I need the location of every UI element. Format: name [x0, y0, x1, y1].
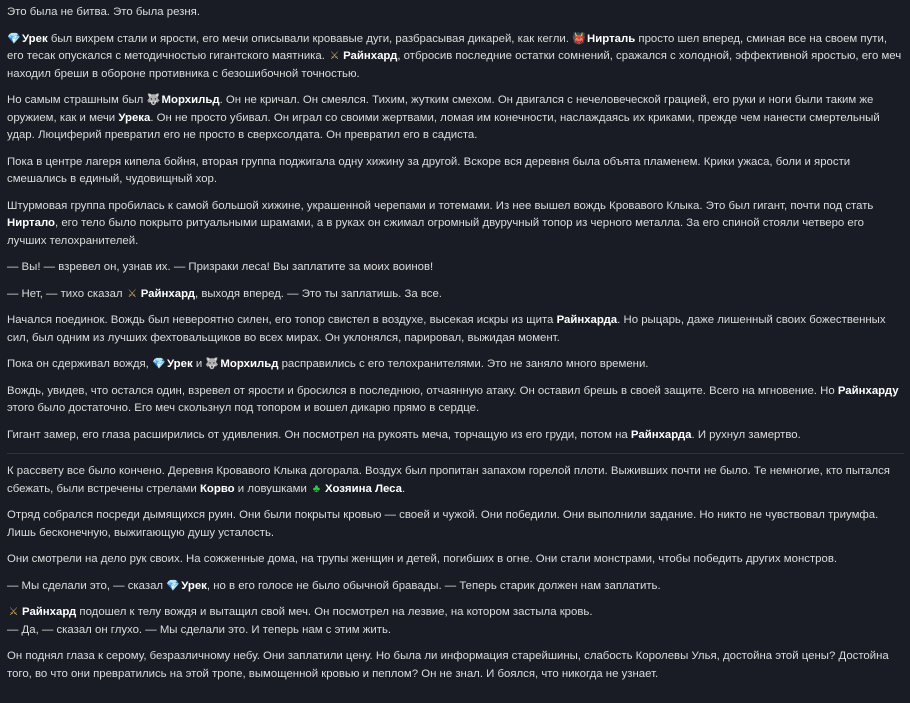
text-run: Они смотрели на дело рук своих. На сожженные дома, на трупы женщин и детей, погибших в огне. Они стали монстрами, чтобы победить других монстров. [7, 553, 838, 565]
text-run: — Да, — сказал он глухо. — Мы сделали это. И теперь нам с этим жить. [7, 623, 392, 636]
crossed-swords-icon: ⚔ [329, 50, 340, 62]
gem-icon: 💎 [152, 358, 166, 370]
text-run: , отбросив последние остатки сомнений, сражался с холодной, эффективной яростью, его меч находил бреши в обороне противника с безошибочной точностью. [7, 50, 902, 80]
character-name: Нирталь [587, 32, 636, 45]
gem-icon: 💎 [7, 32, 21, 45]
paragraph [7, 551, 904, 569]
text-run: и [192, 358, 206, 370]
paragraph [7, 259, 904, 277]
text-run: подошел к телу вождя и вытащил свой меч. Он посмотрел на лезвие, на котором застыла кровь. [76, 606, 593, 618]
gem-icon: 💎 [166, 579, 180, 592]
character-name: Райнхард [343, 50, 398, 62]
character-name: Райнхарду [837, 384, 899, 397]
text-run: Отряд собрался посреди дымящихся руин. Они были покрыты кровью — своей и чужой. Они победили. Они выполнили задание. Но никто не чувствовал триумфа. Лишь бесконечную, выжигающую душу усталость. [7, 509, 879, 539]
paragraph [7, 4, 904, 22]
paragraph [7, 286, 904, 304]
text-run: Он поднял глаза к серому, безразличному небу. Они заплатили цену. Но была ли информация старейшины, слабость Королевы Улья, достойна этой цены? Достойна того, во что они превратились на этой тропе, вымощенной кровью и пеплом? Он не знал. И боялся, что никогда не узнает. [7, 650, 889, 680]
character-name: Урек [167, 358, 193, 370]
paragraph [7, 198, 904, 251]
text-run: . Он не просто убивал. Он играл со своими жертвами, ломая им конечности, наслаждаясь их криками, прежде чем нанести смертельный удар. Люциферий превратил его не просто в сверхсолдата. Он превратил его в садиста. [7, 111, 880, 141]
text-run: . Но рыцарь, даже лишенный своих божественных сил, был одним из лучших фехтовальщиков во всех мирах. Он уклонялся, парировал, выжидая момент. [7, 314, 886, 344]
wolf-icon: 🐺 [205, 358, 220, 370]
text-run: этого было достаточно. Его меч скользнул под топором и вошел дикарю прямо в сердце. [7, 402, 480, 414]
text-run: Пока в центре лагеря кипела бойня, вторая группа поджигала одну хижину за другой. Вскоре вся деревня была объята пламенем. Крики ужаса, боли и ярости смешались в единый, чудовищный хор. [7, 155, 851, 185]
text-run: Но самым страшным был [7, 94, 147, 106]
devil-icon: 👹 [572, 32, 586, 45]
text-run: и ловушками [234, 482, 311, 495]
character-name: Урек [181, 579, 207, 592]
character-name: Корво [199, 482, 235, 495]
text-run: , но в его голосе не было обычной бравады. — Теперь старик должен нам заплатить. [206, 579, 661, 592]
character-name: Райнхард [140, 287, 195, 300]
text-run: Начался поединок. Вождь был невероятно силен, его топор свистел в воздухе, высекая искры из щита [7, 314, 557, 326]
paragraph [7, 507, 904, 542]
text-run: , выходя вперед. — Это ты заплатишь. За все. [194, 287, 442, 300]
text-run: Это была не битва. Это была резня. [7, 6, 201, 18]
paragraph [7, 154, 904, 189]
text-run: . И рухнул замертво. [691, 428, 801, 441]
paragraph [7, 31, 904, 84]
paragraph [7, 604, 904, 639]
character-name: Морхильд [220, 358, 279, 370]
paragraph [7, 312, 904, 347]
paragraph [7, 578, 904, 596]
character-name: Райнхарда [630, 428, 692, 441]
text-run: . Он не кричал. Он смеялся. Тихим, жутким смехом. Он двигался с нечеловеческой грацией, его руки и ноги были таким же оружием, как и мечи [7, 94, 874, 124]
text-run: был вихрем стали и ярости, его мечи описывали кровавые дуги, разбрасывая дикарей, как кегли. [47, 32, 573, 45]
clover-icon: ♣ [312, 482, 321, 495]
character-name: Райнхард [22, 606, 77, 618]
wolf-icon: 🐺 [146, 94, 161, 106]
text-run: расправились с его телохранителями. Это не заняло много времени. [278, 358, 649, 370]
text-run: — Нет, — тихо сказал [7, 287, 126, 300]
text-run: Пока он сдерживал вождя, [7, 358, 153, 370]
paragraph [7, 648, 904, 683]
character-name: Хозяина Леса [325, 482, 402, 495]
paragraph [7, 463, 904, 498]
character-name: Урека [118, 111, 151, 124]
character-name: Райнхарда [556, 314, 618, 326]
paragraph [7, 383, 904, 418]
section-divider [7, 453, 904, 454]
text-run: . [401, 482, 406, 495]
text-run: — Вы! — взревел он, узнав их. — Призраки леса! Вы заплатите за моих воинов! [7, 261, 434, 273]
text-run: Гигант замер, его глаза расширились от удивления. Он посмотрел на рукоять меча, торчащую из его груди, потом на [7, 428, 631, 441]
paragraph [7, 427, 904, 445]
paragraph [7, 92, 904, 145]
text-run: просто шел вперед, сминая все на своем пути, его тесак опускался с методичностью гигантского маятника. [7, 32, 888, 62]
text-run: — Мы сделали это, — сказал [7, 579, 167, 592]
text-run: К рассвету все было кончено. Деревня Кровавого Клыка догорала. Воздух был пропитан запахом горелой плоти. Выживших почти не было. Те немногие, кто пытался сбежать, были встречены стрелами [7, 465, 890, 495]
text-run: Вождь, увидев, что остался один, взревел от ярости и бросился в последнюю, отчаянную атаку. Он оставил брешь в своей защите. Всего на мгновение. Но [7, 384, 838, 397]
character-name: Морхильд [161, 94, 220, 106]
character-name: Ниртало [7, 217, 55, 229]
text-run: , его тело было покрыто ритуальными шрамами, а в руках он сжимал огромный двуручный топор из черного металла. За его спиной стояли четверо его лучших телохранителей. [7, 217, 865, 247]
crossed-swords-icon: ⚔ [127, 287, 138, 300]
crossed-swords-icon: ⚔ [8, 606, 19, 618]
character-name: Урек [22, 32, 48, 45]
paragraph [7, 356, 904, 374]
text-run: Штурмовая группа пробилась к самой большой хижине, украшенной черепами и тотемами. Из нее вышел вождь Кровавого Клыка. Это был гигант, почти под стать [7, 199, 874, 212]
